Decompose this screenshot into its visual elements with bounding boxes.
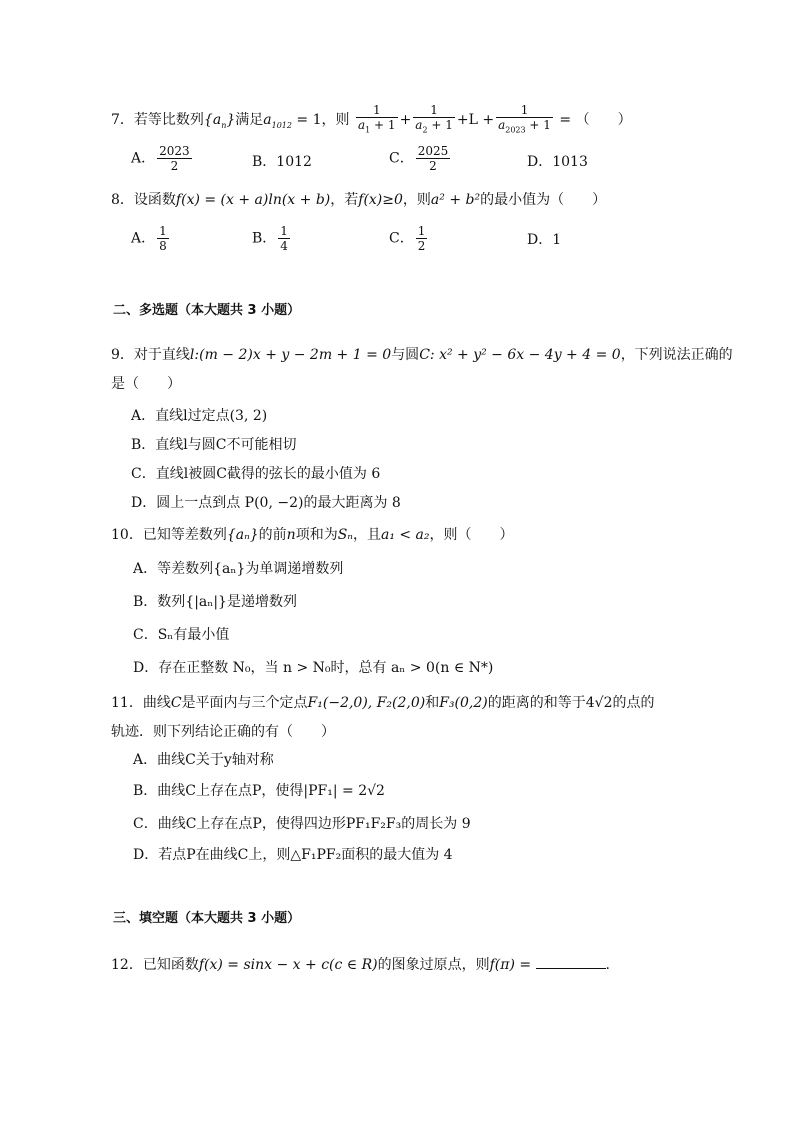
q7-ellipsis: +L + <box>456 112 495 129</box>
q8-option-a[interactable] <box>131 224 171 253</box>
q12-text-a: 12．已知函数 <box>111 957 199 973</box>
q8-option-b-fraction: $\frac{1}{4}$ <box>280 224 288 253</box>
q8-expression: a² + b² <box>430 192 481 208</box>
q10-text-a: 10．已知等差数列 <box>111 527 227 543</box>
q9-text-a: 9．对于直线 <box>111 347 190 363</box>
q10-text-b: 的前 <box>258 527 287 543</box>
q10-text-e: ，则（ ） <box>429 527 514 543</box>
q7-option-a[interactable] <box>131 144 194 173</box>
q12-function: f(x) = sinx − x + c(c ∈ R) <box>198 957 378 973</box>
q11-option-a[interactable]: A．曲线C关于y轴对称 <box>133 752 274 768</box>
q11-option-d[interactable]: D．若点P在曲线C上，则△F₁PF₂面积的最大值为 4 <box>133 847 453 863</box>
q10-condition: a₁ < a₂ <box>380 527 430 543</box>
q7-fraction-1: $\frac{1}{a_1 + 1}$ <box>357 103 396 135</box>
q7-option-d[interactable] <box>527 151 588 171</box>
q7-option-c[interactable] <box>389 144 452 173</box>
q8-option-c[interactable] <box>389 224 429 253</box>
q7-option-d-text: D．1013 <box>527 154 588 170</box>
q7-option-c-label: C． <box>389 150 414 167</box>
q12-period: . <box>605 957 610 973</box>
q7-cond-eq: = 1，则 <box>291 112 350 129</box>
q7-number: 7． <box>111 112 134 129</box>
q7-option-b-text: B．1012 <box>252 154 312 170</box>
q9-option-b[interactable]: B．直线l与圆C不可能相切 <box>131 437 297 453</box>
q10-text-c: 项和为 <box>295 527 338 543</box>
question-11-line-2: 轨迹．则下列结论正确的有（ ） <box>111 724 335 740</box>
q11-text-d: 的点的 <box>612 695 655 711</box>
question-7 <box>111 103 632 137</box>
q11-point-3: F₃(0,2) <box>439 695 488 711</box>
q8-function: f(x) = (x + a)ln(x + b) <box>175 192 331 208</box>
q10-option-d[interactable]: D．存在正整数 N₀，当 n > N₀时，总有 aₙ > 0(n ∈ N*) <box>133 660 494 676</box>
q11-option-b[interactable]: B．曲线C上存在点P，使得|PF₁| = 2√2 <box>133 783 385 799</box>
q9-option-d[interactable]: D．圆上一点到点 P(0, −2)的最大距离为 8 <box>131 495 401 511</box>
q8-option-d-text: D．1 <box>527 232 562 248</box>
section-fill-in-heading: 三、填空题（本大题共 3 小题） <box>113 911 301 926</box>
question-10 <box>111 525 514 545</box>
question-9-line-1 <box>111 345 733 365</box>
question-11-line-1 <box>111 693 654 713</box>
q11-curve: C <box>170 695 182 711</box>
q12-answer-blank[interactable] <box>536 954 606 969</box>
q12-f-pi: f(π) = <box>489 957 536 973</box>
q8-text-b: ，若 <box>330 192 359 208</box>
q9-option-a[interactable]: A．直线l过定点(3, 2) <box>131 408 268 424</box>
q11-text-a: 11．曲线 <box>111 695 171 711</box>
q7-option-b[interactable] <box>252 151 312 171</box>
q7-tail: = （ ） <box>554 112 632 129</box>
q9-circle-equation: C: x² + y² − 6x − 4y + 4 = 0 <box>419 347 621 363</box>
q8-text-c: ，则 <box>402 192 431 208</box>
q11-points: F₁(−2,0), F₂(2,0) <box>307 695 426 711</box>
q7-seq: $\{a_n\}$ <box>203 112 236 130</box>
q9-text-b: 与圆 <box>391 347 420 363</box>
q10-option-b[interactable]: B．数列{|aₙ|}是递增数列 <box>133 594 297 610</box>
q7-cond-text: 满足 <box>235 112 264 129</box>
q7-fraction-3: $\frac{1}{a_{2023} + 1}$ <box>498 103 551 135</box>
q10-n: n <box>286 527 296 543</box>
q11-option-c[interactable]: C．曲线C上存在点P，使得四边形PF₁F₂F₃的周长为 9 <box>133 816 471 832</box>
q9-option-c[interactable]: C．直线l被圆C截得的弦长的最小值为 6 <box>131 466 381 482</box>
q8-option-b[interactable] <box>252 224 292 253</box>
question-9-line-2: 是（ ） <box>111 376 181 392</box>
q8-option-a-fraction: $\frac{1}{8}$ <box>159 224 167 253</box>
q11-text-c: 的距离的和等于 <box>487 695 586 711</box>
q11-distance: 4√2 <box>585 695 613 711</box>
q10-option-c[interactable]: C．Sₙ有最小值 <box>133 627 230 643</box>
q7-option-a-label: A． <box>131 150 156 167</box>
q10-sequence: {aₙ} <box>226 527 259 543</box>
q10-text-d: ，且 <box>352 527 381 543</box>
q8-number: 8． <box>111 192 134 208</box>
q11-text-b: 是平面内与三个定点 <box>181 695 308 711</box>
q7-option-c-fraction: $\frac{2025}{2}$ <box>417 144 449 173</box>
section-multiple-choice-heading: 二、多选题（本大题共 3 小题） <box>113 303 301 318</box>
q7-stem: 若等比数列 <box>133 112 204 129</box>
q7-cond: $a_{1012}$ <box>263 112 292 130</box>
q8-option-d[interactable] <box>527 229 561 249</box>
q9-line-equation: l:(m − 2)x + y − 2m + 1 = 0 <box>189 347 392 363</box>
q8-condition: f(x)≥0 <box>358 192 403 208</box>
q8-option-b-label: B． <box>252 230 277 247</box>
q7-plus: + <box>399 112 412 129</box>
question-8 <box>111 190 606 210</box>
q8-option-a-label: A． <box>131 230 156 247</box>
q11-and: 和 <box>425 695 440 711</box>
q12-text-b: 的图象过原点，则 <box>377 957 490 973</box>
q7-fraction-2: $\frac{1}{a_2 + 1}$ <box>415 103 453 135</box>
q10-sn: Sₙ <box>337 527 353 543</box>
q8-text-a: 设函数 <box>133 192 176 208</box>
q8-option-c-label: C． <box>389 230 414 247</box>
q7-option-a-fraction: $\frac{2023}{2}$ <box>159 144 190 173</box>
question-12 <box>111 954 610 975</box>
q8-option-c-fraction: $\frac{1}{2}$ <box>417 224 426 253</box>
q10-option-a[interactable]: A．等差数列{aₙ}为单调递增数列 <box>133 561 344 577</box>
q8-text-d: 的最小值为（ ） <box>480 192 607 208</box>
q9-text-c: ，下列说法正确的 <box>620 347 733 363</box>
